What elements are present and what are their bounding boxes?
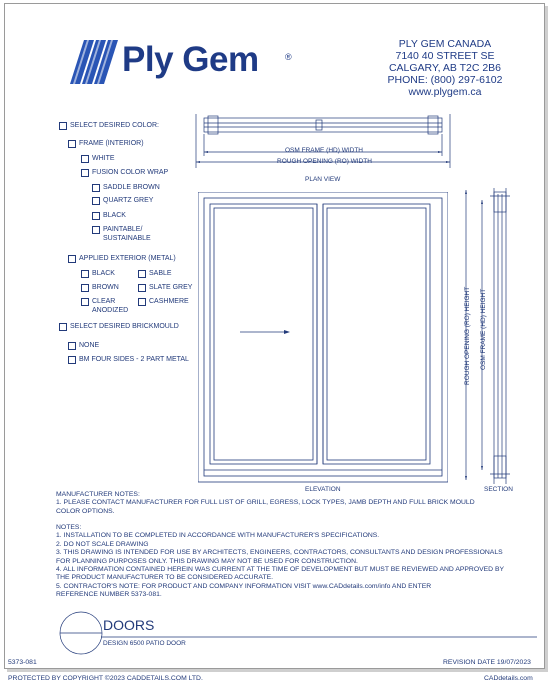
option-ext-cashmere[interactable]: CASHMERE [138,297,189,306]
caddetails-link[interactable]: CADdetails.com [484,675,533,682]
company-name: PLY GEM CANADA [398,38,492,50]
note-line: 2. DO NOT SCALE DRAWING [56,540,149,548]
checkbox[interactable] [81,298,89,306]
section-drawing [486,188,514,484]
title-block-subtitle: DESIGN 6500 PATIO DOOR [103,640,186,647]
section-label: SECTION [484,486,513,493]
checkbox[interactable] [138,284,146,292]
notes-heading: NOTES: [56,524,82,531]
option-select-color[interactable]: SELECT DESIRED COLOR: [59,121,159,130]
option-quartz-grey[interactable]: QUARTZ GREY [92,196,153,205]
plan-view-label: PLAN VIEW [305,176,341,183]
option-select-brickmould[interactable]: SELECT DESIRED BRICKMOULD [59,322,179,331]
elevation-drawing [198,192,448,484]
company-phone: PHONE: (800) 297-6102 [387,74,503,86]
manufacturer-note-line: COLOR OPTIONS. [56,507,115,515]
option-saddle-brown[interactable]: SADDLE BROWN [92,183,160,192]
note-line: FOR PLANNING PURPOSES ONLY. THIS DRAWING MAY NOT BE USED FOR CONSTRUCTION. [56,557,358,565]
option-ext-sable[interactable]: SABLE [138,269,172,278]
option-white[interactable]: WHITE [81,154,115,163]
option-ext-slate-grey[interactable]: SLATE GREY [138,283,192,292]
checkbox[interactable] [92,197,100,205]
revision-date: REVISION DATE 19/07/2023 [443,659,531,666]
note-line: 3. THIS DRAWING IS INTENDED FOR USE BY ARCHITECTS, ENGINEERS, CONTRACTORS, CONSULTANTS AND DESIGN PROFESSIONALS [56,549,503,557]
osm-frame-height-label: OSM FRAME (HD) HEIGHT [480,288,487,370]
registered-mark: ® [285,52,292,62]
manufacturer-notes-heading: MANUFACTURER NOTES: [56,491,140,498]
option-fusion-color-wrap[interactable]: FUSION COLOR WRAP [81,168,168,177]
option-black[interactable]: BLACK [92,211,126,220]
note-line: THE PRODUCT MANUFACTURER TO BE CONSIDERED ACCURATE. [56,574,274,582]
note-line: 1. INSTALLATION TO BE COMPLETED IN ACCORDANCE WITH MANUFACTURER'S SPECIFICATIONS. [56,532,380,540]
option-ext-clear-anodized[interactable]: CLEAR ANODIZED [81,297,128,315]
note-line: 4. ALL INFORMATION CONTAINED HEREIN WAS CURRENT AT THE TIME OF DEVELOPMENT BUT MUST BE REVIEWED AND APPROVED BY [56,566,505,574]
plygem-logo-icon [70,38,122,86]
company-street: 7140 40 STREET SE [395,50,495,62]
checkbox[interactable] [81,155,89,163]
option-bm-none[interactable]: NONE [68,341,99,350]
logo-wordmark: Ply Gem [122,40,259,79]
rough-opening-width-label: ROUGH OPENING (RO) WIDTH [277,158,372,165]
checkbox[interactable] [81,284,89,292]
note-line: REFERENCE NUMBER 5373-081. [56,591,162,599]
option-bm-four-sides[interactable]: BM FOUR SIDES - 2 PART METAL [68,355,189,364]
company-website[interactable]: www.plygem.ca [408,86,482,98]
copyright-notice: PROTECTED BY COPYRIGHT ©2023 CADDETAILS.COM LTD. [8,675,203,682]
checkbox[interactable] [59,323,67,331]
manufacturer-notes [56,491,475,516]
checkbox[interactable] [68,140,76,148]
reference-number: 5373-081 [8,659,37,666]
option-paintable[interactable]: PAINTABLE/ SUSTAINABLE [92,225,151,243]
elevation-label: ELEVATION [305,486,341,493]
checkbox[interactable] [68,342,76,350]
company-city: CALGARY, AB T2C 2B6 [388,62,502,74]
checkbox[interactable] [138,270,146,278]
checkbox[interactable] [92,212,100,220]
option-ext-black[interactable]: BLACK [81,269,115,278]
general-notes [56,524,504,600]
option-frame-interior[interactable]: FRAME (INTERIOR) [68,139,144,148]
company-address [360,38,530,98]
manufacturer-note-line: 1. PLEASE CONTACT MANUFACTURER FOR FULL LIST OF GRILL, EGRESS, LOCK TYPES, JAMB DEPTH AND FULL BRICK MOULD [56,499,475,507]
title-block-title: DOORS [103,617,155,633]
checkbox[interactable] [138,298,146,306]
note-line: 5. CONTRACTOR'S NOTE: FOR PRODUCT AND COMPANY INFORMATION VISIT www.CADdetails.com/info AND ENTER [56,582,432,590]
checkbox[interactable] [68,356,76,364]
checkbox[interactable] [81,169,89,177]
checkbox[interactable] [92,184,100,192]
checkbox[interactable] [68,255,76,263]
option-ext-brown[interactable]: BROWN [81,283,119,292]
osm-frame-width-label: OSM FRAME (HD) WIDTH [285,147,363,154]
rough-opening-height-label: ROUGH OPENING (RO) HEIGHT [464,286,471,385]
checkbox[interactable] [59,122,67,130]
checkbox[interactable] [81,270,89,278]
option-applied-exterior[interactable]: APPLIED EXTERIOR (METAL) [68,254,176,263]
checkbox[interactable] [92,226,100,234]
